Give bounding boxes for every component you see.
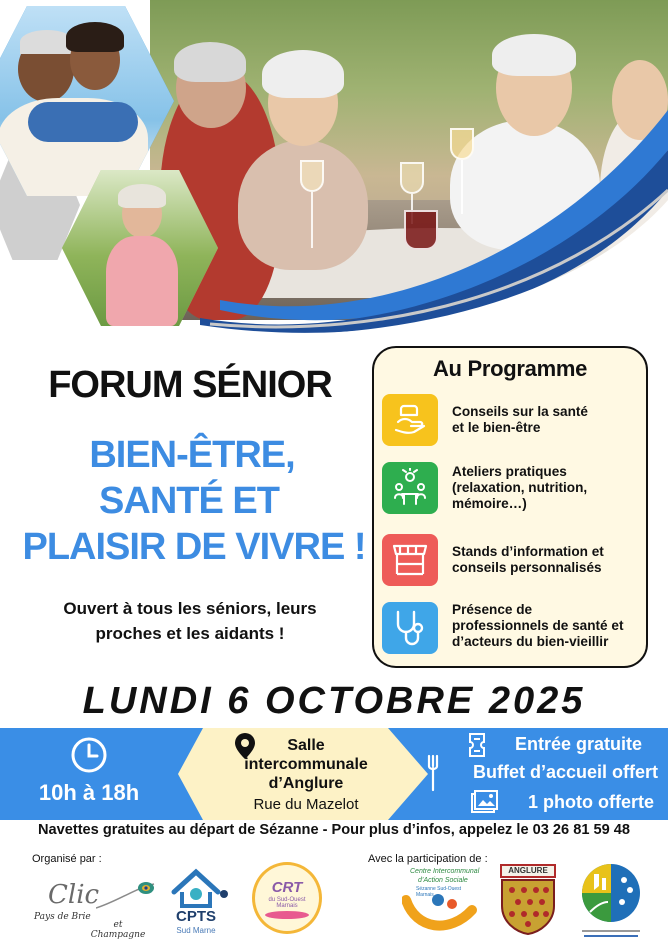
program-title: Au Programme (432, 356, 588, 381)
program-box (372, 346, 648, 668)
shield-icon (500, 878, 556, 936)
market-stand-icon (382, 534, 438, 586)
slogan-line: SANTÉ ET (99, 480, 279, 522)
seniors-dining-photo (150, 0, 668, 320)
workshop-group-icon (382, 462, 438, 514)
community-of-communes-logo (580, 860, 642, 940)
participation-label: Avec la participation de : (368, 853, 488, 865)
stethoscope-icon (382, 602, 438, 654)
ticket-icon (468, 732, 486, 758)
opening-hours: 10h à 18h (38, 780, 140, 805)
hand-heart-icon (382, 394, 438, 446)
hero-photo-collage (0, 0, 668, 338)
community-emblem-icon (580, 860, 642, 926)
program-item-text: Ateliers pratiques (relaxation, nutrition, mémoire…) (452, 464, 588, 511)
cpts-house-icon (160, 866, 232, 912)
organized-by-label: Organisé par : (32, 853, 102, 865)
cpts-logo: CPTS Sud Marne (160, 866, 232, 940)
anglure-coat-of-arms: ANGLURE (500, 864, 556, 936)
perk-photo: 1 photo offerte (528, 792, 654, 812)
event-title: FORUM SÉNIOR (48, 364, 332, 406)
audience-text: Ouvert à tous les séniors, leurs proches et les aidants ! (63, 599, 317, 643)
program-item-text: Conseils sur la santé et le bien-être (452, 404, 588, 435)
program-item-text: Stands d’information et conseils personnalisés (452, 544, 604, 575)
event-slogan (0, 432, 380, 570)
fork-icon (426, 754, 440, 792)
cias-logo: Centre Intercommunal d’Action Sociale Sézanne Sud-Ouest Marnais (402, 866, 480, 936)
clic-logo: Clic Pays de Brie et Champagne (26, 878, 150, 930)
peacock-feather-icon (96, 878, 156, 918)
venue-street: Rue du Mazelot (253, 796, 359, 813)
perk-free-entry: Entrée gratuite (514, 734, 642, 754)
slogan-line: PLAISIR DE VIVRE ! (22, 526, 366, 568)
photo-icon (470, 790, 498, 814)
venue-name: Salle intercommunale d’Anglure (244, 737, 368, 792)
perk-buffet: Buffet d’accueil offert (472, 762, 658, 782)
crt-logo: CRT du Sud-Ouest Marnais (252, 862, 322, 934)
shuttle-info: Navettes gratuites au départ de Sézanne - Pour plus d’infos, appelez le 03 26 81 59 48 (37, 822, 631, 838)
clock-icon (70, 736, 108, 774)
couple-hugging-photo (0, 6, 174, 196)
cias-emblem-icon (402, 890, 480, 936)
program-item-text: Présence de professionnels de santé et d’acteurs du bien-vieillir (452, 602, 624, 649)
event-date: LUNDI 6 OCTOBRE 2025 (82, 680, 586, 722)
slogan-line: BIEN-ÊTRE, (89, 434, 295, 476)
info-band (0, 728, 668, 820)
